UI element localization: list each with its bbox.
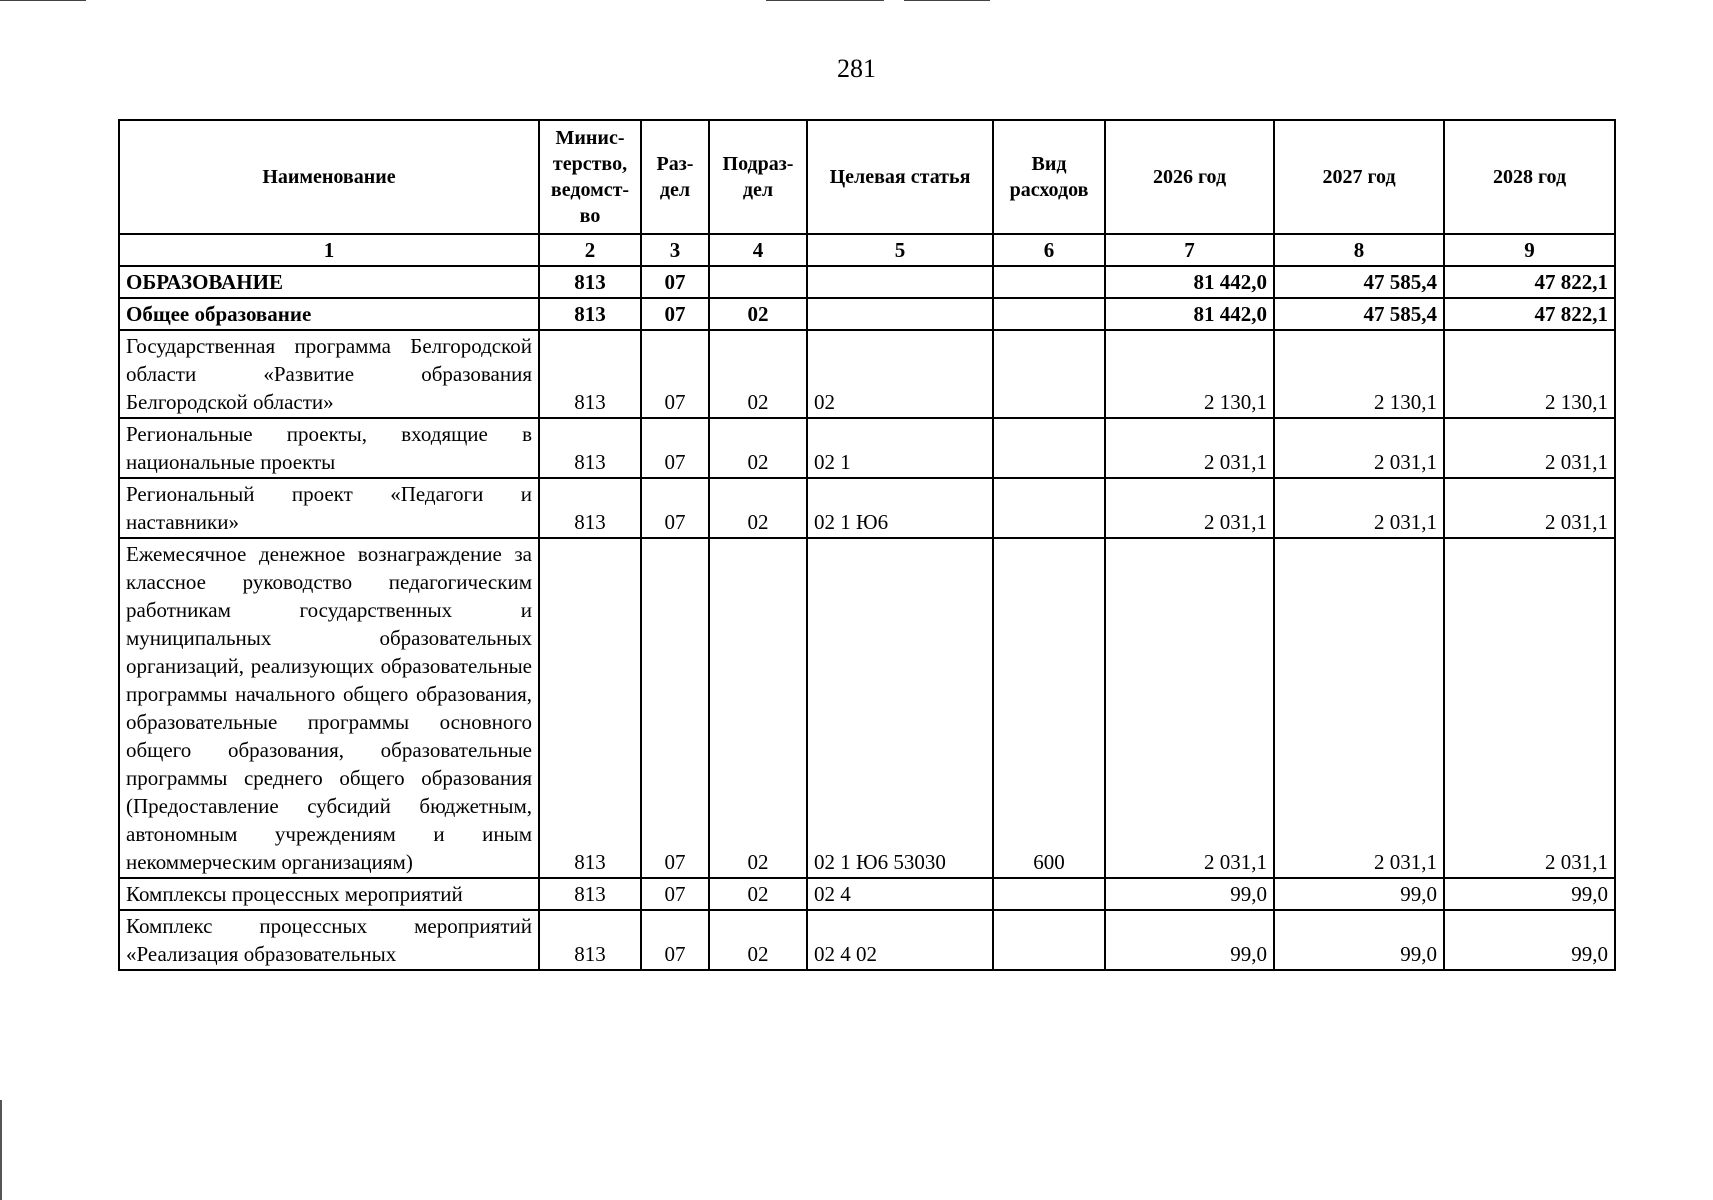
row-subsection: 02 xyxy=(709,298,807,330)
row-2027: 2 130,1 xyxy=(1274,330,1444,418)
column-number: 7 xyxy=(1105,234,1274,266)
row-section: 07 xyxy=(641,418,709,478)
row-subsection: 02 xyxy=(709,330,807,418)
row-name: Региональные проекты, входящие в национальные проекты xyxy=(119,418,539,478)
row-2028: 2 031,1 xyxy=(1444,478,1615,538)
table-row xyxy=(119,330,1615,418)
row-2028: 99,0 xyxy=(1444,878,1615,910)
row-expense-type xyxy=(993,878,1105,910)
table-row xyxy=(119,878,1615,910)
row-2028: 2 130,1 xyxy=(1444,330,1615,418)
scan-edge-line xyxy=(766,0,884,1)
row-2027: 2 031,1 xyxy=(1274,478,1444,538)
row-name: ОБРАЗОВАНИЕ xyxy=(119,266,539,298)
row-ministry: 813 xyxy=(539,878,641,910)
column-number-row xyxy=(119,234,1615,266)
row-2027: 47 585,4 xyxy=(1274,298,1444,330)
row-section: 07 xyxy=(641,330,709,418)
table-row xyxy=(119,266,1615,298)
row-2028: 47 822,1 xyxy=(1444,298,1615,330)
row-ministry: 813 xyxy=(539,330,641,418)
row-2027: 99,0 xyxy=(1274,878,1444,910)
column-number: 4 xyxy=(709,234,807,266)
row-section: 07 xyxy=(641,298,709,330)
row-2028: 2 031,1 xyxy=(1444,538,1615,878)
row-target-article: 02 xyxy=(807,330,993,418)
row-2028: 2 031,1 xyxy=(1444,418,1615,478)
column-number: 2 xyxy=(539,234,641,266)
row-section: 07 xyxy=(641,878,709,910)
row-expense-type xyxy=(993,330,1105,418)
row-subsection: 02 xyxy=(709,878,807,910)
row-section: 07 xyxy=(641,478,709,538)
column-number: 1 xyxy=(119,234,539,266)
row-target-article: 02 4 xyxy=(807,878,993,910)
row-section: 07 xyxy=(641,266,709,298)
row-subsection xyxy=(709,266,807,298)
row-target-article: 02 1 xyxy=(807,418,993,478)
row-section: 07 xyxy=(641,910,709,970)
row-2026: 2 031,1 xyxy=(1105,418,1274,478)
row-subsection: 02 xyxy=(709,538,807,878)
budget-table xyxy=(118,119,1616,971)
page-number: 281 xyxy=(837,54,876,83)
row-2027: 2 031,1 xyxy=(1274,538,1444,878)
header-2028: 2028 год xyxy=(1444,120,1615,234)
column-number: 9 xyxy=(1444,234,1615,266)
row-expense-type xyxy=(993,298,1105,330)
row-2026: 99,0 xyxy=(1105,878,1274,910)
table-row xyxy=(119,418,1615,478)
header-row xyxy=(119,120,1615,234)
scan-edge-line xyxy=(904,0,990,1)
row-ministry: 813 xyxy=(539,418,641,478)
row-target-article: 02 1 Ю6 53030 xyxy=(807,538,993,878)
row-expense-type: 600 xyxy=(993,538,1105,878)
header-name: Наименование xyxy=(119,120,539,234)
table-row xyxy=(119,538,1615,878)
column-number: 8 xyxy=(1274,234,1444,266)
row-ministry: 813 xyxy=(539,266,641,298)
row-2026: 2 130,1 xyxy=(1105,330,1274,418)
row-subsection: 02 xyxy=(709,418,807,478)
row-subsection: 02 xyxy=(709,910,807,970)
row-target-article: 02 4 02 xyxy=(807,910,993,970)
row-ministry: 813 xyxy=(539,538,641,878)
scan-edge-line xyxy=(0,0,86,1)
column-number: 3 xyxy=(641,234,709,266)
row-2026: 81 442,0 xyxy=(1105,298,1274,330)
row-2026: 2 031,1 xyxy=(1105,538,1274,878)
row-2027: 2 031,1 xyxy=(1274,418,1444,478)
row-2027: 47 585,4 xyxy=(1274,266,1444,298)
row-subsection: 02 xyxy=(709,478,807,538)
row-ministry: 813 xyxy=(539,910,641,970)
row-name: Государственная программа Белгородской области «Развитие образования Белгородской области» xyxy=(119,330,539,418)
row-ministry: 813 xyxy=(539,478,641,538)
row-2028: 99,0 xyxy=(1444,910,1615,970)
row-2027: 99,0 xyxy=(1274,910,1444,970)
row-section: 07 xyxy=(641,538,709,878)
row-expense-type xyxy=(993,910,1105,970)
table-row xyxy=(119,910,1615,970)
column-number: 6 xyxy=(993,234,1105,266)
row-expense-type xyxy=(993,266,1105,298)
scan-margin-line xyxy=(0,1100,2,1200)
row-expense-type xyxy=(993,478,1105,538)
row-target-article xyxy=(807,266,993,298)
row-expense-type xyxy=(993,418,1105,478)
table-row xyxy=(119,478,1615,538)
column-number: 5 xyxy=(807,234,993,266)
row-2026: 99,0 xyxy=(1105,910,1274,970)
header-2027: 2027 год xyxy=(1274,120,1444,234)
row-name: Комплекс процессных мероприятий «Реализация образовательных xyxy=(119,910,539,970)
table-row xyxy=(119,298,1615,330)
row-ministry: 813 xyxy=(539,298,641,330)
header-section: Раз-дел xyxy=(641,120,709,234)
header-ministry: Минис-терство, ведомст-во xyxy=(539,120,641,234)
row-name: Комплексы процессных мероприятий xyxy=(119,878,539,910)
row-target-article: 02 1 Ю6 xyxy=(807,478,993,538)
row-name: Ежемесячное денежное вознаграждение за классное руководство педагогическим работникам государственных и муниципальных образовательных организаций, реализующих образовательные программы начального общего образования, образовательные программы основного общего образования, образовательные программы среднего общего образования (Предоставление субсидий бюджетным, автономным учреждениям и иным некоммерческим организациям) xyxy=(119,538,539,878)
header-2026: 2026 год xyxy=(1105,120,1274,234)
header-subsection: Подраз-дел xyxy=(709,120,807,234)
row-name: Общее образование xyxy=(119,298,539,330)
row-name: Региональный проект «Педагоги и наставники» xyxy=(119,478,539,538)
header-target-article: Целевая статья xyxy=(807,120,993,234)
row-2028: 47 822,1 xyxy=(1444,266,1615,298)
row-2026: 2 031,1 xyxy=(1105,478,1274,538)
row-target-article xyxy=(807,298,993,330)
row-2026: 81 442,0 xyxy=(1105,266,1274,298)
header-expense-type: Вид расходов xyxy=(993,120,1105,234)
